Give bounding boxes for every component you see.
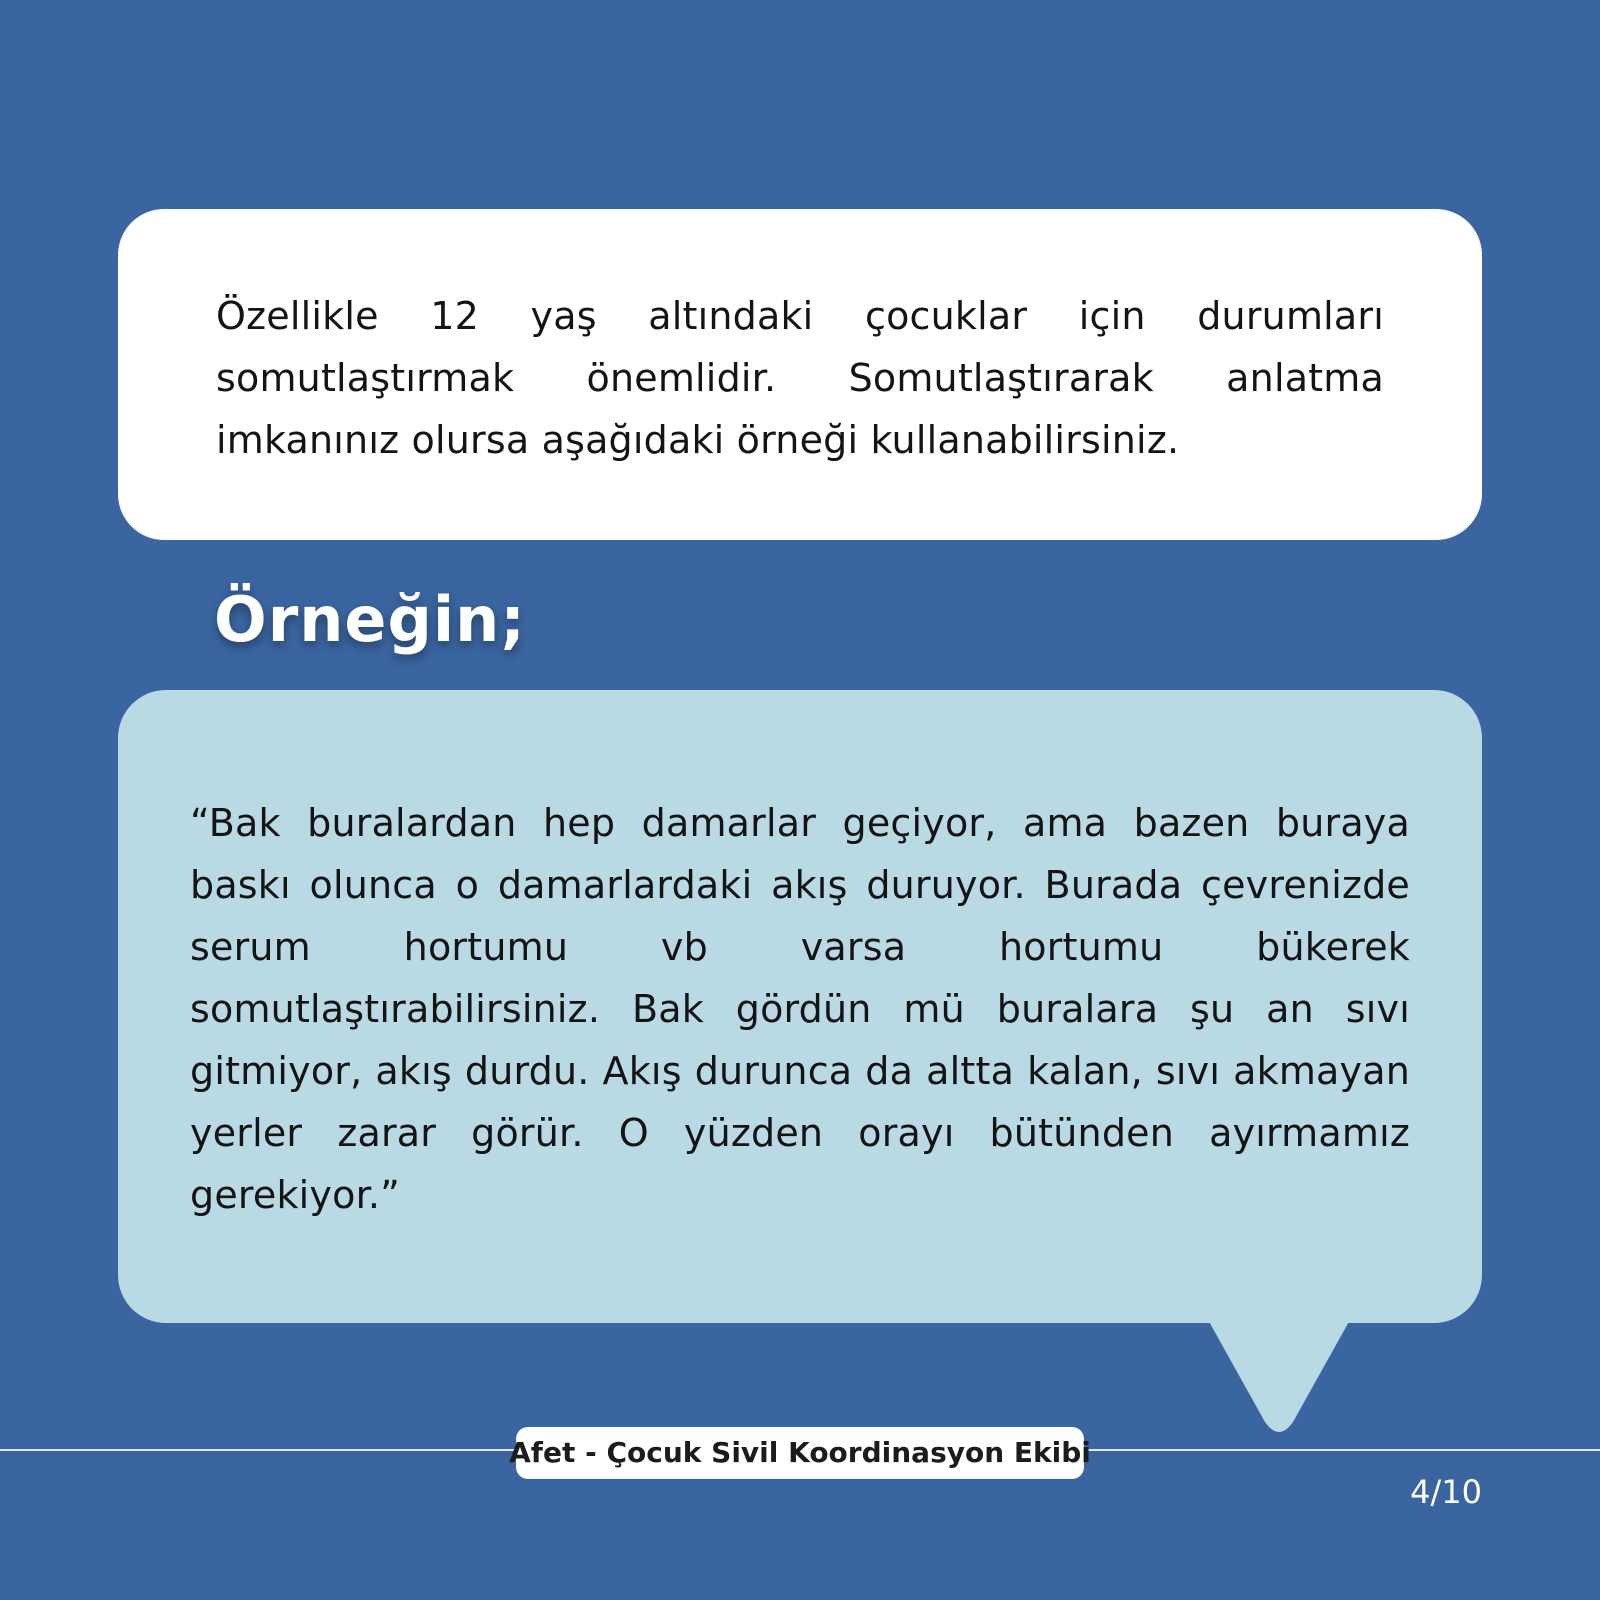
- footer-team-badge: [509, 1427, 1091, 1479]
- intro-text: Özellikle 12 yaş altındaki çocuklar için durumları somutlaştırmak önemlidir. Somutlaştırarak anlatma imkanınız olursa aşağıdaki örneği kullanabilirsiniz.: [216, 294, 1384, 462]
- example-quote-text: “Bak buralardan hep damarlar geçiyor, ama bazen buraya baskı olunca o damarlardaki akış duruyor. Burada çevrenizde serum hortumu vb varsa hortumu bükerek somutlaştırabilirsiniz. Bak gördün mü buralara şu an sıvı gitmiyor, akış durdu. Akış durunca da altta kalan, sıvı akmayan yerler zarar görür. O yüzden orayı bütünden ayırmamız gerekiyor.”: [190, 801, 1410, 1217]
- speech-bubble-tail-icon: [1207, 1318, 1351, 1434]
- section-heading: Örneğin;: [214, 583, 527, 656]
- example-speech-bubble: [118, 690, 1482, 1323]
- page-indicator: 4/10: [1410, 1473, 1482, 1511]
- intro-card: [118, 209, 1482, 540]
- footer-team-name: Afet - Çocuk Sivil Koordinasyon Ekibi: [509, 1436, 1091, 1469]
